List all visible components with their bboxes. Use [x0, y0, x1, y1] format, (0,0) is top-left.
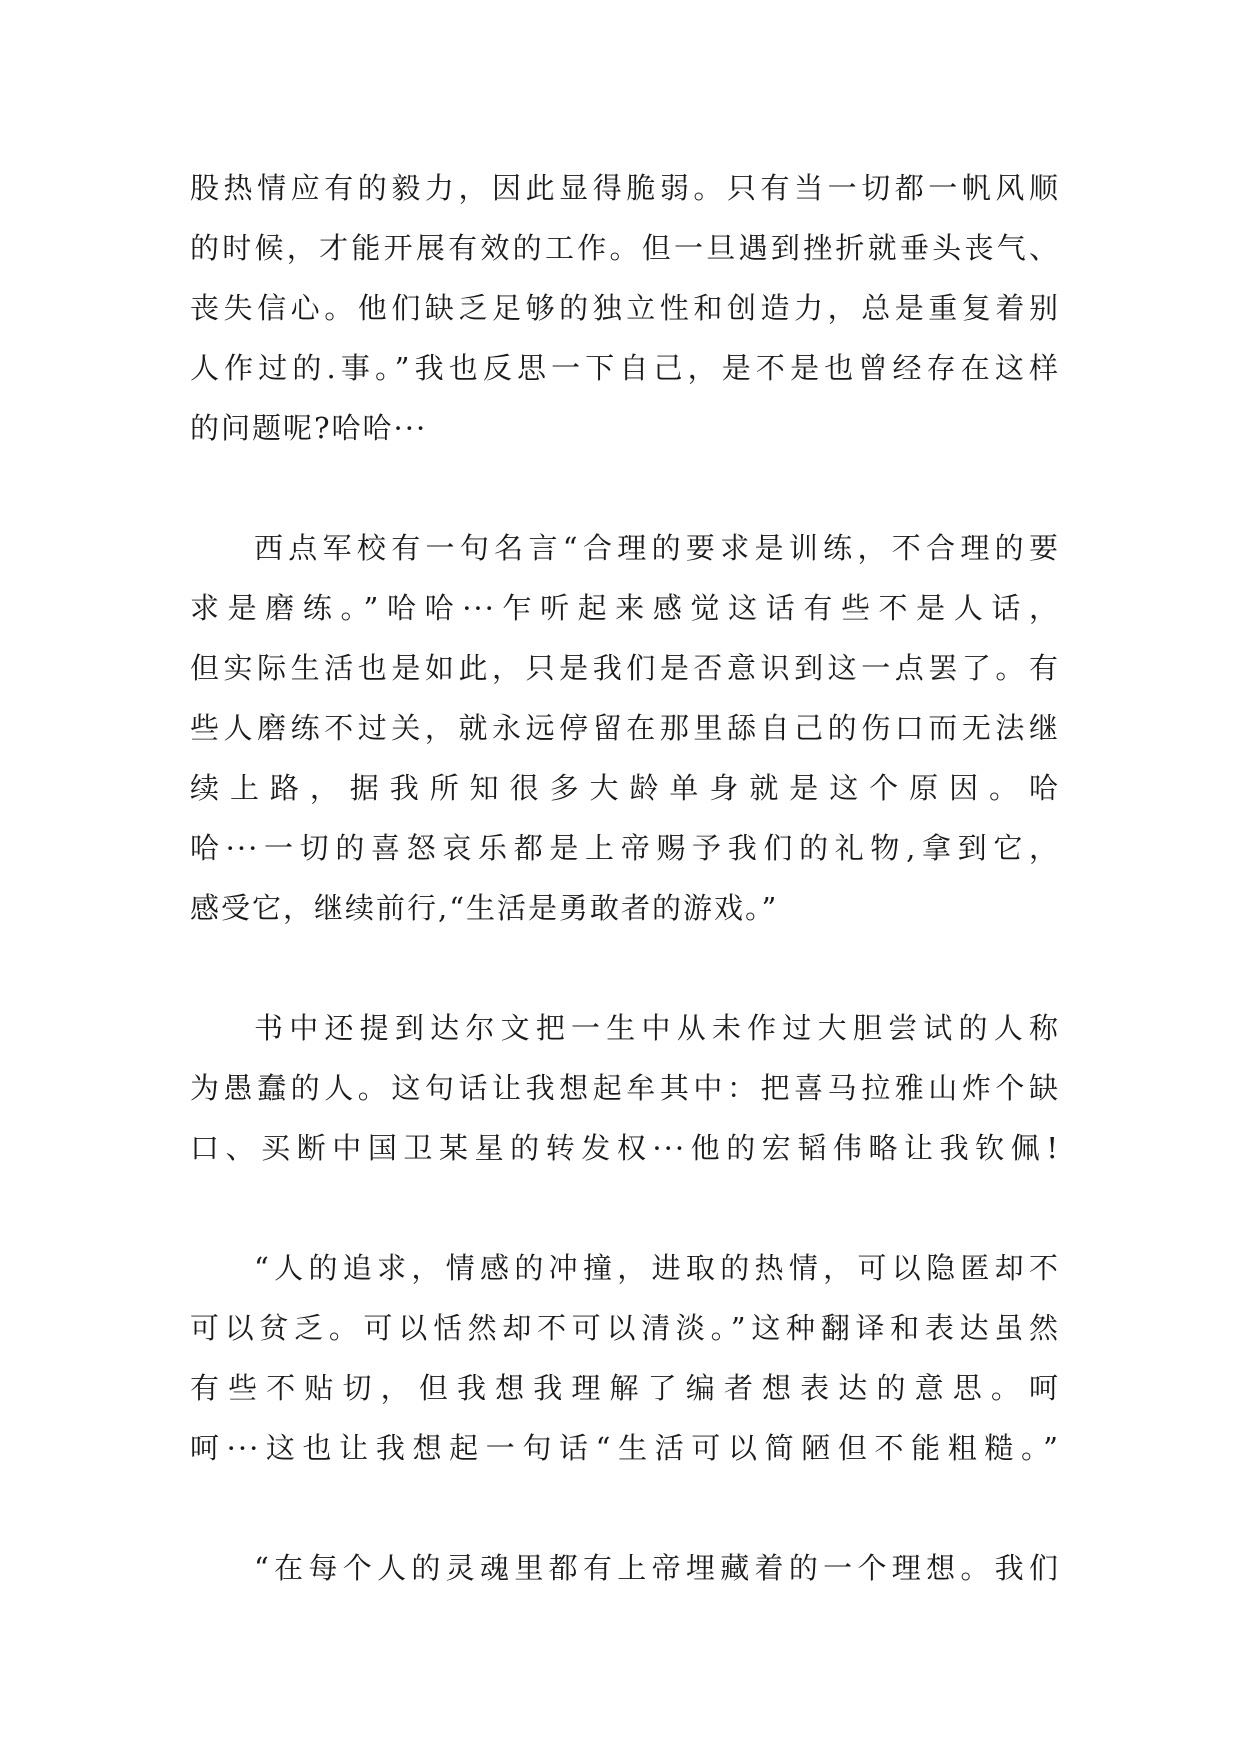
- document-body: [190, 158, 1060, 1598]
- text-line: 有些不贴切，但我想我理解了编者想表达的意思。呵: [190, 1371, 1060, 1405]
- paragraph-gap: [190, 1178, 1060, 1238]
- text-line: 股热情应有的毅力，因此显得脆弱。只有当一切都一帆风顺: [190, 171, 1060, 205]
- paragraph-2: [190, 518, 1060, 938]
- text-line: 哈···一切的喜怒哀乐都是上帝赐予我们的礼物,拿到它，: [190, 831, 1060, 865]
- text-line: 人作过的.事。”我也反思一下自己，是不是也曾经存在这样: [190, 351, 1060, 385]
- text-line: 呵···这也让我想起一句话“生活可以简陋但不能粗糙。”: [190, 1431, 1060, 1465]
- text-line: “人的追求，情感的冲撞，进取的热情，可以隐匿却不: [254, 1251, 1060, 1285]
- text-line: 的问题呢?哈哈···: [190, 411, 428, 445]
- text-line: 感受它，继续前行,“生活是勇敢者的游戏。”: [190, 891, 779, 925]
- text-line: 但实际生活也是如此，只是我们是否意识到这一点罢了。有: [190, 651, 1060, 685]
- text-line: 西点军校有一句名言“合理的要求是训练，不合理的要: [254, 531, 1060, 565]
- text-line: 口、买断中国卫某星的转发权···他的宏韬伟略让我钦佩!: [190, 1131, 1060, 1165]
- text-line: 书中还提到达尔文把一生中从未作过大胆尝试的人称: [254, 1011, 1060, 1045]
- text-line: 可以贫乏。可以恬然却不可以清淡。”这种翻译和表达虽然: [190, 1311, 1060, 1345]
- paragraph-3: [190, 998, 1060, 1178]
- text-line: 的时候，才能开展有效的工作。但一旦遇到挫折就垂头丧气、: [190, 231, 1060, 265]
- text-line: 丧失信心。他们缺乏足够的独立性和创造力，总是重复着别: [190, 291, 1060, 325]
- paragraph-4: [190, 1238, 1060, 1478]
- paragraph-5: [190, 1538, 1060, 1598]
- paragraph-gap: [190, 1478, 1060, 1538]
- text-line: 些人磨练不过关，就永远停留在那里舔自己的伤口而无法继: [190, 711, 1060, 745]
- text-line: 续上路，据我所知很多大龄单身就是这个原因。哈: [190, 771, 1060, 805]
- text-line: “在每个人的灵魂里都有上帝埋藏着的一个理想。我们: [254, 1551, 1060, 1585]
- text-line: 为愚蠢的人。这句话让我想起牟其中：把喜马拉雅山炸个缺: [190, 1071, 1060, 1105]
- text-line: 求是磨练。”哈哈···乍听起来感觉这话有些不是人话，: [190, 591, 1060, 625]
- paragraph-gap: [190, 938, 1060, 998]
- paragraph-1: [190, 158, 1060, 458]
- paragraph-gap: [190, 458, 1060, 518]
